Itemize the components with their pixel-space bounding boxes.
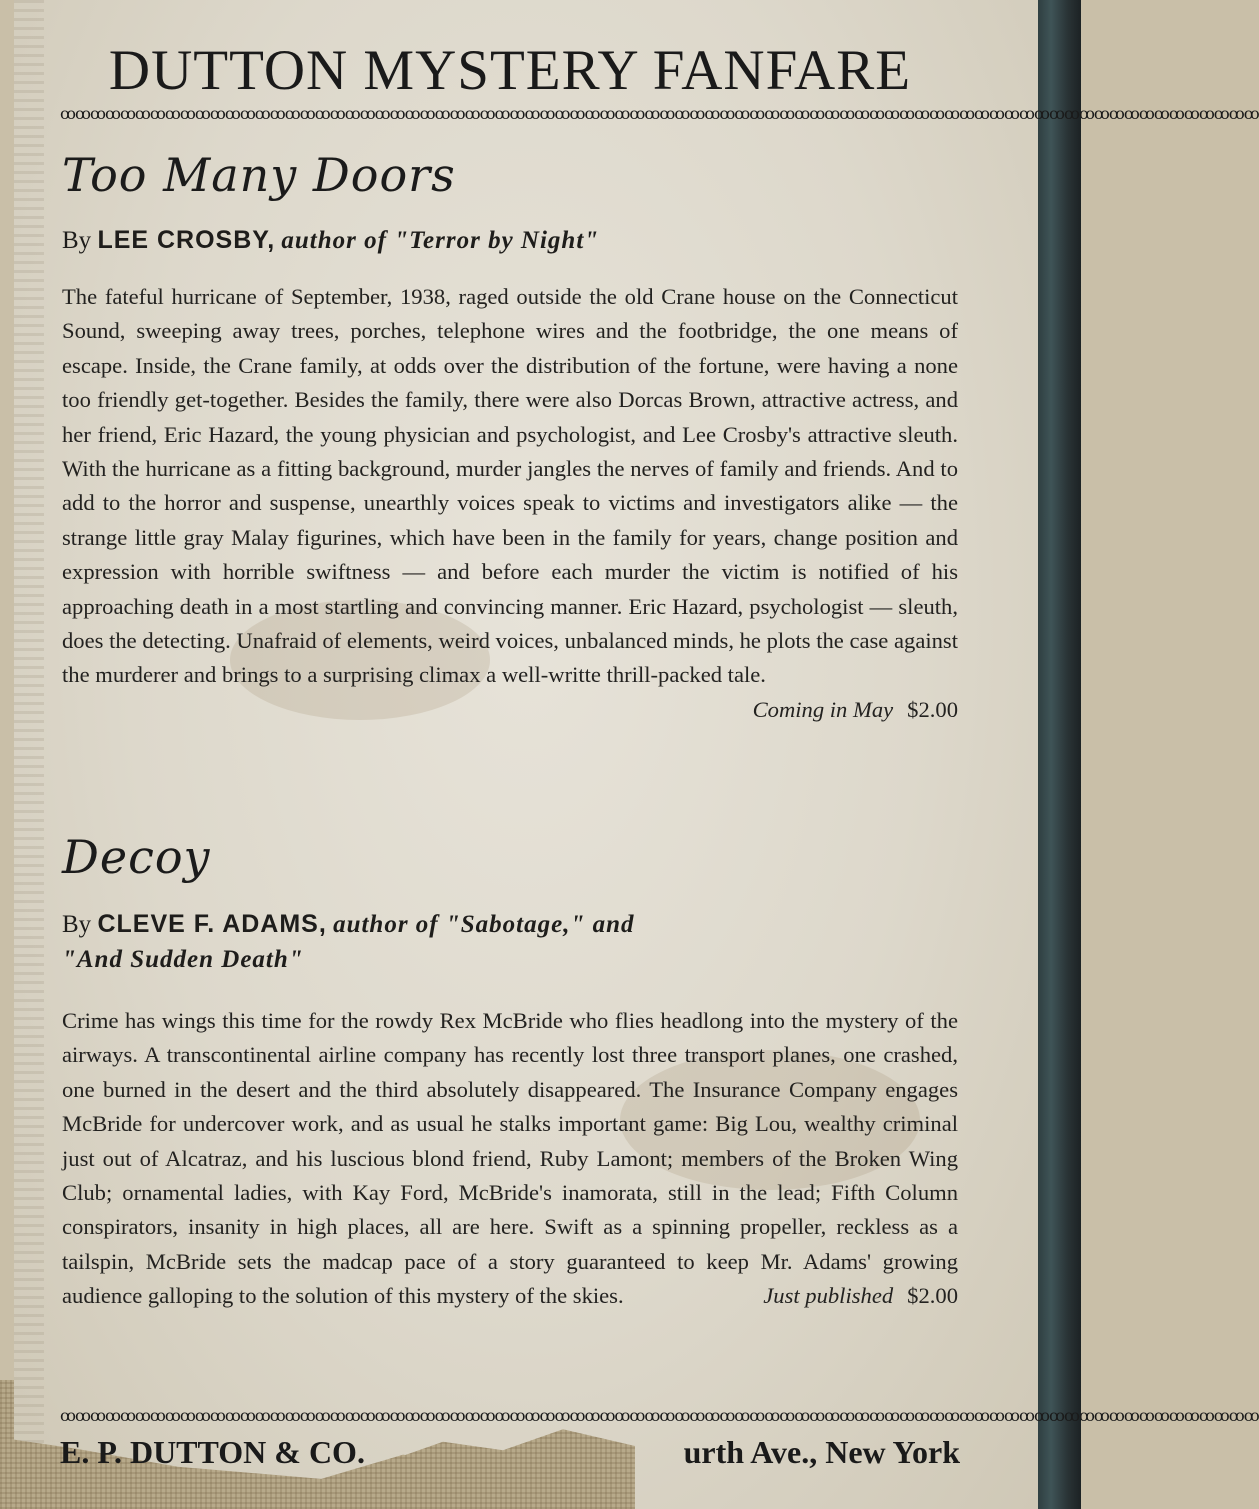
publication-info [763,1279,958,1313]
publication-status: Coming in May [752,696,894,722]
byline-cleve-adams-line-2 [62,946,304,974]
byline-cleve-adams [62,910,634,939]
author-note-line-2: "And Sudden Death" [62,946,304,973]
series-title: DUTTON MYSTERY FANFARE [108,39,912,102]
publication-info [753,693,958,727]
blurb-decoy [62,1004,958,1314]
byline-prefix: By [62,227,98,254]
author-note: author of "Terror by Night" [281,227,600,254]
price: $2.00 [907,696,958,722]
author-note: author of "Sabotage," and [333,911,635,938]
ornament-rule-top: ꝏꝏꝏꝏꝏꝏꝏꝏꝏꝏꝏꝏꝏꝏꝏꝏꝏꝏꝏꝏꝏꝏꝏꝏꝏꝏꝏꝏꝏꝏꝏꝏꝏꝏꝏꝏꝏꝏꝏꝏꝏꝏꝏꝏꝏꝏꝏꝏꝏꝏꝏꝏꝏꝏꝏꝏꝏꝏꝏꝏꝏꝏꝏꝏꝏꝏꝏꝏꝏꝏꝏꝏꝏꝏꝏꝏꝏꝏꝏꝏ [60,104,1259,123]
publisher-name: E. P. DUTTON & CO. [60,1434,365,1470]
author-name: LEE CROSBY, [97,226,276,254]
publication-status: Just published [763,1283,894,1309]
byline-lee-crosby [62,226,599,255]
blurb-text: Crime has wings this time for the rowdy Rex McBride who flies headlong into the mystery of the airways. A transcontinental airline company has recently lost three transport planes, one crashed, one burned in the desert and the third absolutely disappeared. The Insurance Company engages McBride for undercover work, and as usual he stalks important game: Big Lou, wealthy criminal just out of Alcatraz, and his luscious blond friend, Ruby Lamont; members of the Broken Wing Club; ornamental ladies, with Kay Ford, McBride's inamorata, still in the lead; Fifth Column conspirators, insanity in high places, all are here. Swift as a spinning propeller, reckless as a tailspin, McBride sets the madcap pace of a story guaranteed to keep Mr. Adams' growing audience galloping to the solution of this mystery of the skies. [62,1008,958,1309]
byline-prefix: By [62,911,98,938]
publisher-address: urth Ave., New York [683,1434,960,1470]
blurb-text: The fateful hurricane of September, 1938, raged outside the old Crane house on the Connecticut Sound, sweeping away trees, porches, telephone wires and the footbridge, the one means of escape. Inside, the Crane family, at odds over the distribution of the fortune, were having a none too friendly get-together. Besides the family, there were also Dorcas Brown, attractive actress, and her friend, Eric Hazard, the young physician and psychologist, and Lee Crosby's attractive sleuth. With the hurricane as a fitting background, murder jangles the nerves of family and friends. And to add to the horror and suspense, unearthly voices speak to victims and investigators alike — the strange little gray Malay figurines, which have been in the family for years, change position and expression with horrible swiftness — and before each murder the victim is notified of his approaching death in a most startling and convincing manner. Eric Hazard, psychologist — sleuth, does the detecting. Unafraid of elements, weird voices, unbalanced minds, he plots the case against the murderer and brings to a surprising climax a well-writte thrill-packed tale. [62,284,958,688]
price: $2.00 [907,1283,958,1309]
book-title-decoy: Decoy [62,830,211,884]
book-title-too-many-doors: Too Many Doors [62,148,456,202]
blurb-too-many-doors [62,280,958,727]
author-name: CLEVE F. ADAMS, [97,910,327,938]
ornament-rule-bottom: ꝏꝏꝏꝏꝏꝏꝏꝏꝏꝏꝏꝏꝏꝏꝏꝏꝏꝏꝏꝏꝏꝏꝏꝏꝏꝏꝏꝏꝏꝏꝏꝏꝏꝏꝏꝏꝏꝏꝏꝏꝏꝏꝏꝏꝏꝏꝏꝏꝏꝏꝏꝏꝏꝏꝏꝏꝏꝏꝏꝏꝏꝏꝏꝏꝏꝏꝏꝏꝏꝏꝏꝏꝏꝏꝏꝏꝏꝏꝏꝏ [60,1406,1259,1425]
